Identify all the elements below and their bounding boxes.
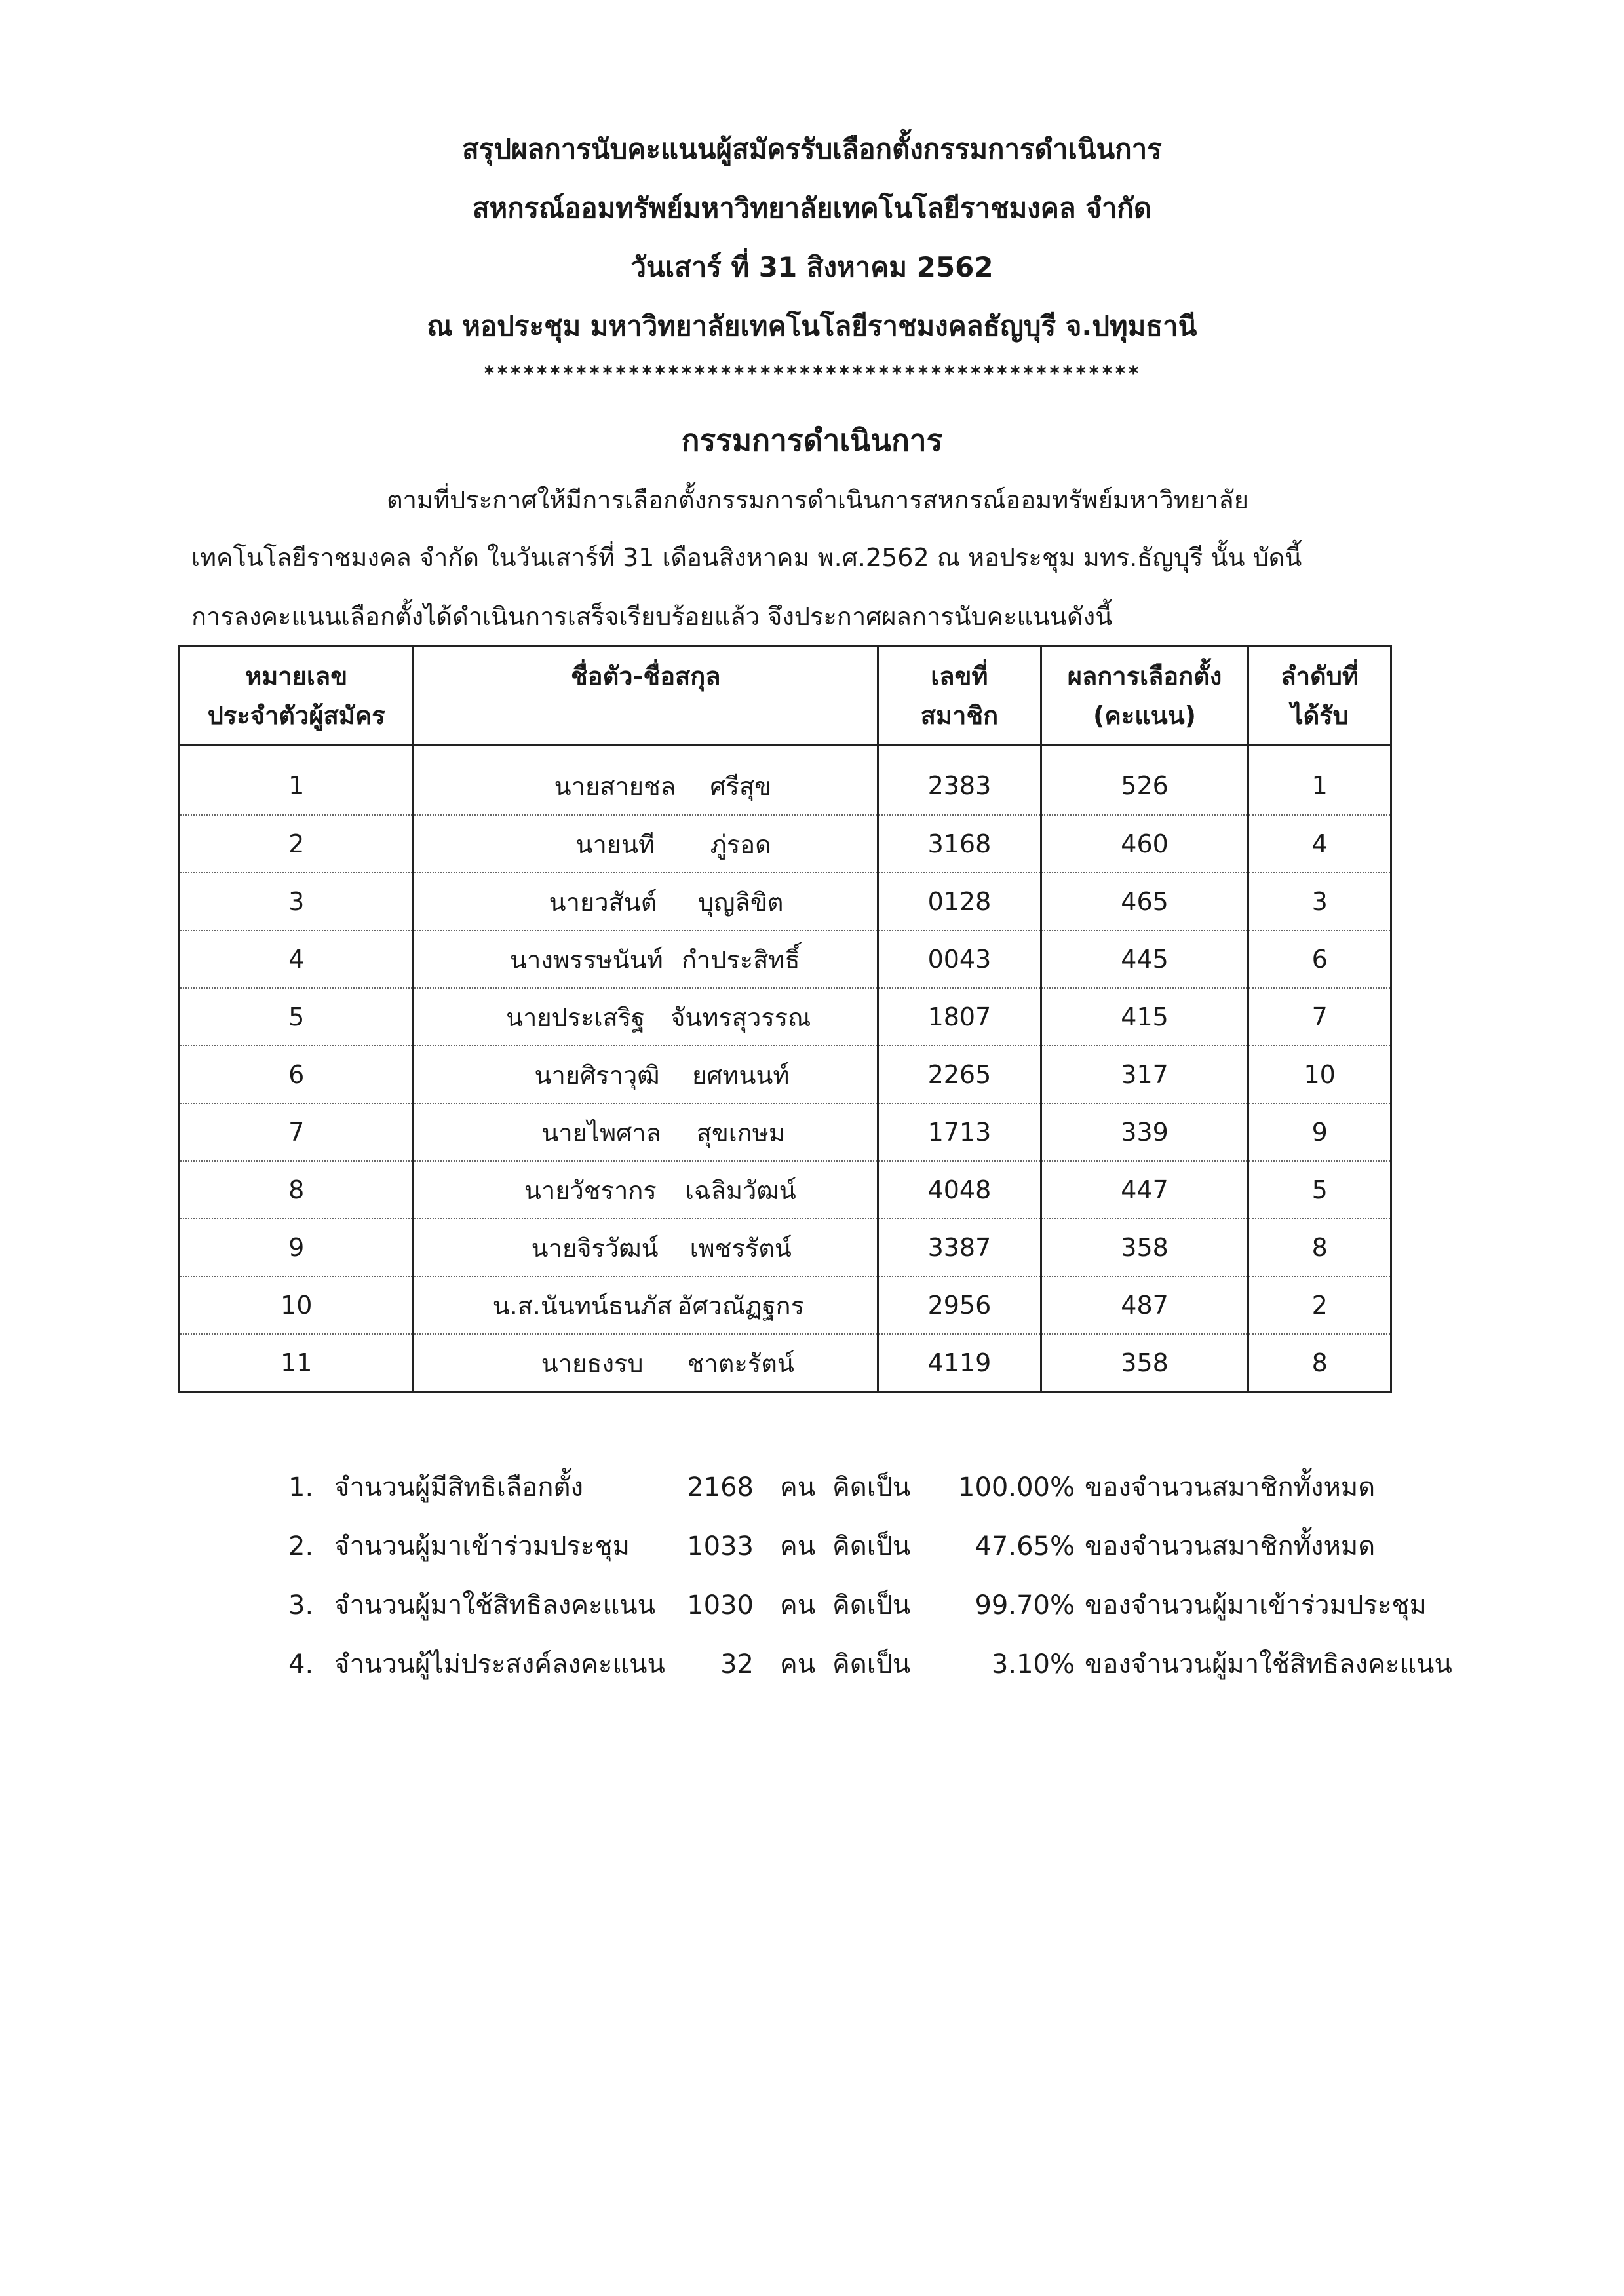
candidate-name-cell <box>414 815 878 873</box>
stat-percent: 100.00% <box>958 1472 1075 1502</box>
header-member-no <box>878 647 1041 746</box>
document-date-line: วันเสาร์ ที่ 31 สิงหาคม 2562 <box>630 251 994 283</box>
score-cell: 447 <box>1041 1161 1248 1219</box>
table-row <box>180 1334 1391 1392</box>
rank-cell: 4 <box>1248 815 1391 873</box>
applicant-no-cell: 8 <box>180 1161 414 1219</box>
last-name: จันทรสุวรรณ <box>670 1003 811 1032</box>
stat-count: 1033 <box>687 1531 754 1561</box>
last-name: ภู่รอด <box>710 830 771 859</box>
header-member-no-line-1: เลขที่ <box>931 662 988 691</box>
table-row <box>180 873 1391 930</box>
stat-count: 1030 <box>687 1590 754 1620</box>
first-name: นายวสันต์ <box>549 887 657 917</box>
score-cell: 526 <box>1041 746 1248 816</box>
table-row <box>180 1161 1391 1219</box>
header-applicant-no <box>180 647 414 746</box>
intro-line-1: ตามที่ประกาศให้มีการเลือกตั้งกรรมการดำเนินการสหกรณ์ออมทรัพย์มหาวิทยาลัย <box>387 486 1248 514</box>
election-results-table <box>178 645 1392 1393</box>
header-rank-line-1: ลำดับที่ <box>1281 662 1359 691</box>
header-score-line-1: ผลการเลือกตั้ง <box>1067 662 1222 691</box>
last-name: ชาตะรัตน์ <box>687 1349 794 1378</box>
stat-percent: 99.70% <box>975 1590 1075 1620</box>
rank-cell: 8 <box>1248 1219 1391 1276</box>
table-row <box>180 1046 1391 1103</box>
applicant-no-cell: 1 <box>180 746 414 816</box>
rank-cell: 10 <box>1248 1046 1391 1103</box>
stat-verb: คิดเป็น <box>832 1472 911 1502</box>
score-cell: 317 <box>1041 1046 1248 1103</box>
stat-reference: ของจำนวนสมาชิกทั้งหมด <box>1085 1531 1376 1561</box>
table-row <box>180 1103 1391 1161</box>
last-name: สุขเกษม <box>696 1118 785 1147</box>
intro-line-3: การลงคะแนนเลือกตั้งได้ดำเนินการเสร็จเรียบร้อยแล้ว จึงประกาศผลการนับคะแนนดังนี้ <box>191 602 1113 631</box>
score-cell: 358 <box>1041 1334 1248 1392</box>
document-title-line-2: สหกรณ์ออมทรัพย์มหาวิทยาลัยเทคโนโลยีราชมงคล จำกัด <box>472 192 1152 224</box>
score-cell: 465 <box>1041 873 1248 930</box>
stat-number: 1. <box>288 1472 314 1502</box>
table-row <box>180 930 1391 988</box>
table-row <box>180 1276 1391 1334</box>
stat-label: จำนวนผู้ไม่ประสงค์ลงคะแนน <box>334 1649 665 1679</box>
stat-number: 4. <box>288 1649 314 1679</box>
first-name: นายศิราวุฒิ <box>534 1060 660 1090</box>
rank-cell: 8 <box>1248 1334 1391 1392</box>
last-name: ศรีสุข <box>710 771 772 801</box>
member-no-cell: 0043 <box>878 930 1041 988</box>
candidate-name-cell <box>414 1219 878 1276</box>
score-cell: 487 <box>1041 1276 1248 1334</box>
header-rank <box>1248 647 1391 746</box>
stat-label: จำนวนผู้มีสิทธิเลือกตั้ง <box>334 1472 583 1502</box>
score-cell: 415 <box>1041 988 1248 1046</box>
rank-cell: 5 <box>1248 1161 1391 1219</box>
applicant-no-cell: 3 <box>180 873 414 930</box>
stat-verb: คิดเป็น <box>832 1531 911 1561</box>
table-row <box>180 1219 1391 1276</box>
member-no-cell: 2956 <box>878 1276 1041 1334</box>
rank-cell: 1 <box>1248 746 1391 816</box>
candidate-name-cell <box>414 930 878 988</box>
table-row <box>180 988 1391 1046</box>
member-no-cell: 0128 <box>878 873 1041 930</box>
first-name: นายจิรวัฒน์ <box>531 1233 659 1263</box>
stat-verb: คิดเป็น <box>832 1590 911 1620</box>
last-name: เพชรรัตน์ <box>689 1233 792 1263</box>
document-venue-line: ณ หอประชุม มหาวิทยาลัยเทคโนโลยีราชมงคลธัญบุรี จ.ปทุมธานี <box>427 310 1197 342</box>
first-name: นายธงรบ <box>541 1349 644 1378</box>
first-name: นายวัชรากร <box>524 1176 657 1205</box>
stat-unit: คน <box>780 1472 816 1502</box>
member-no-cell: 4119 <box>878 1334 1041 1392</box>
stat-label: จำนวนผู้มาใช้สิทธิลงคะแนน <box>334 1590 655 1620</box>
header-applicant-no-line-1: หมายเลข <box>245 662 348 691</box>
first-name: นางพรรษนันท์ <box>509 945 663 974</box>
score-cell: 460 <box>1041 815 1248 873</box>
stat-percent: 3.10% <box>991 1649 1075 1679</box>
stat-reference: ของจำนวนผู้มาเข้าร่วมประชุม <box>1085 1590 1427 1620</box>
first-name: นายประเสริฐ <box>506 1003 646 1032</box>
score-cell: 358 <box>1041 1219 1248 1276</box>
document-title-line-1: สรุปผลการนับคะแนนผู้สมัครรับเลือกตั้งกรรมการดำเนินการ <box>462 133 1162 165</box>
candidate-name-cell <box>414 988 878 1046</box>
candidate-name-cell <box>414 1161 878 1219</box>
table-row <box>180 815 1391 873</box>
last-name: บุญลิขิต <box>698 887 784 917</box>
candidate-name-cell <box>414 1276 878 1334</box>
member-no-cell: 4048 <box>878 1161 1041 1219</box>
stat-number: 3. <box>288 1590 314 1620</box>
header-name <box>414 647 878 746</box>
applicant-no-cell: 4 <box>180 930 414 988</box>
first-name: นายนที <box>575 830 655 859</box>
candidate-name-cell <box>414 746 878 816</box>
last-name: กำประสิทธิ์ <box>681 945 800 974</box>
stat-count: 32 <box>720 1649 754 1679</box>
last-name: ยศทนนท์ <box>692 1060 790 1090</box>
member-no-cell: 1713 <box>878 1103 1041 1161</box>
applicant-no-cell: 9 <box>180 1219 414 1276</box>
member-no-cell: 1807 <box>878 988 1041 1046</box>
rank-cell: 2 <box>1248 1276 1391 1334</box>
last-name: อัศวณัฏฐกร <box>677 1291 804 1320</box>
stat-reference: ของจำนวนสมาชิกทั้งหมด <box>1085 1472 1376 1502</box>
header-member-no-line-2: สมาชิก <box>920 701 999 730</box>
rank-cell: 6 <box>1248 930 1391 988</box>
applicant-no-cell: 2 <box>180 815 414 873</box>
candidate-name-cell <box>414 1334 878 1392</box>
score-cell: 339 <box>1041 1103 1248 1161</box>
stat-reference: ของจำนวนผู้มาใช้สิทธิลงคะแนน <box>1085 1649 1452 1679</box>
header-applicant-no-line-2: ประจำตัวผู้สมัคร <box>207 701 385 730</box>
stat-label: จำนวนผู้มาเข้าร่วมประชุม <box>334 1531 630 1561</box>
section-title: กรรมการดำเนินการ <box>681 423 943 458</box>
table-row <box>180 746 1391 816</box>
header-score-line-2: (คะแนน) <box>1093 701 1197 730</box>
intro-line-2: เทคโนโลยีราชมงคล จำกัด ในวันเสาร์ที่ 31 เดือนสิงหาคม พ.ศ.2562 ณ หอประชุม มทร.ธัญบุรี นั้น บัดนี้ <box>191 543 1302 572</box>
table-header-row <box>180 647 1391 746</box>
stat-unit: คน <box>780 1590 816 1620</box>
rank-cell: 7 <box>1248 988 1391 1046</box>
stat-number: 2. <box>288 1531 314 1561</box>
member-no-cell: 2265 <box>878 1046 1041 1103</box>
candidate-name-cell <box>414 873 878 930</box>
header-score <box>1041 647 1248 746</box>
member-no-cell: 3168 <box>878 815 1041 873</box>
rank-cell: 3 <box>1248 873 1391 930</box>
candidate-name-cell <box>414 1046 878 1103</box>
member-no-cell: 3387 <box>878 1219 1041 1276</box>
applicant-no-cell: 10 <box>180 1276 414 1334</box>
applicant-no-cell: 6 <box>180 1046 414 1103</box>
stat-unit: คน <box>780 1649 816 1679</box>
stat-count: 2168 <box>687 1472 754 1502</box>
stat-unit: คน <box>780 1531 816 1561</box>
stat-verb: คิดเป็น <box>832 1649 911 1679</box>
asterisk-separator: ************************************************** <box>483 362 1141 385</box>
first-name: น.ส.นันทน์ธนภัส <box>492 1291 672 1320</box>
applicant-no-cell: 11 <box>180 1334 414 1392</box>
member-no-cell: 2383 <box>878 746 1041 816</box>
first-name: นายสายชล <box>554 771 676 801</box>
rank-cell: 9 <box>1248 1103 1391 1161</box>
header-rank-line-2: ได้รับ <box>1290 701 1349 730</box>
candidate-name-cell <box>414 1103 878 1161</box>
last-name: เฉลิมวัฒน์ <box>685 1176 796 1205</box>
header-name-label: ชื่อตัว-ชื่อสกุล <box>571 662 721 691</box>
first-name: นายไพศาล <box>541 1118 661 1147</box>
stat-percent: 47.65% <box>975 1531 1075 1561</box>
score-cell: 445 <box>1041 930 1248 988</box>
applicant-no-cell: 7 <box>180 1103 414 1161</box>
applicant-no-cell: 5 <box>180 988 414 1046</box>
